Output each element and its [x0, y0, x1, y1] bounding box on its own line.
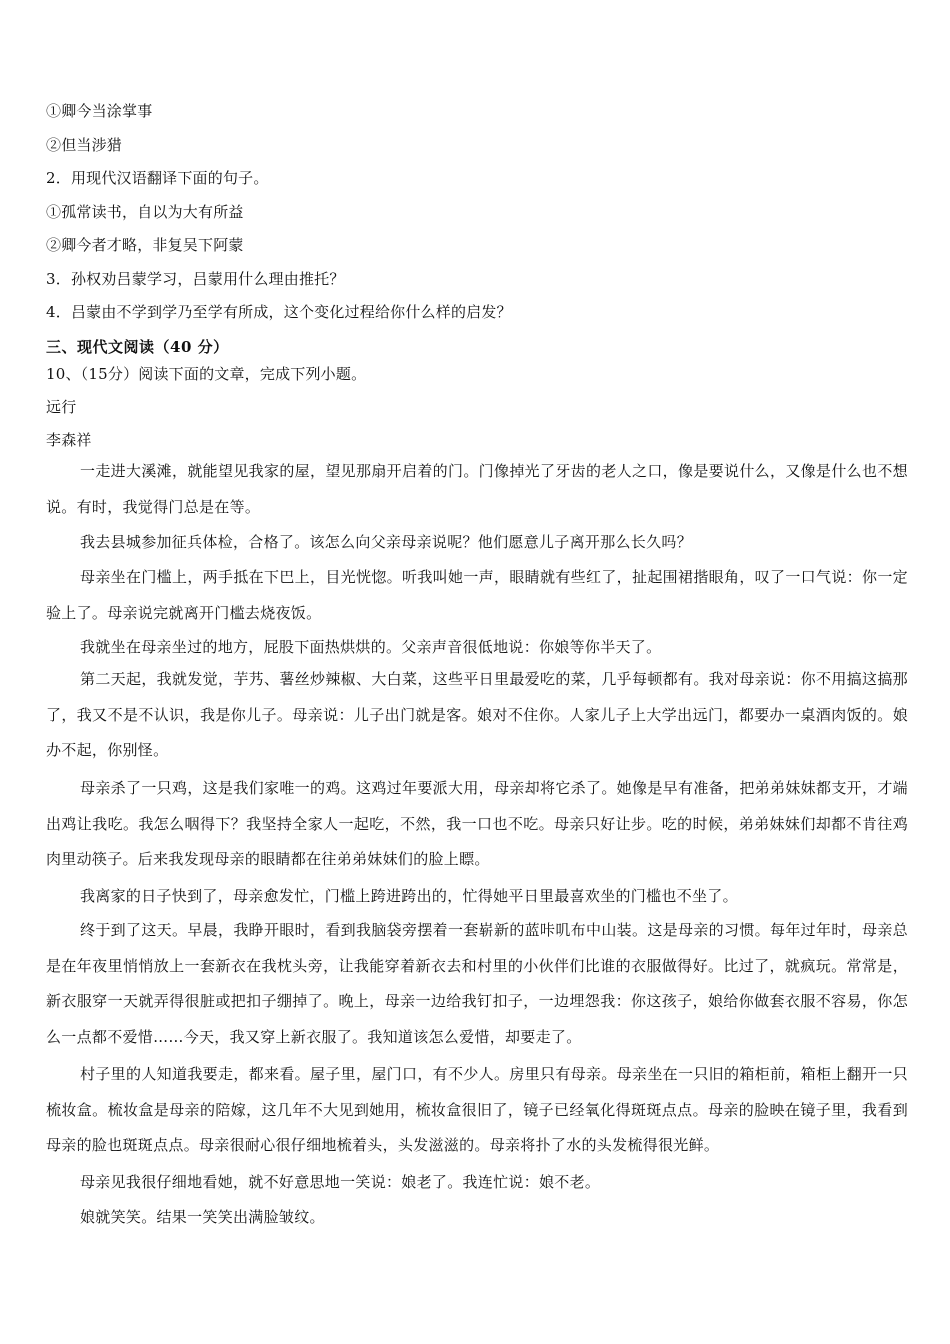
- question-1-item-1: ①卿今当涂掌事: [46, 102, 153, 120]
- article-author: 李森祥: [46, 431, 92, 449]
- article-paragraph: 村子里的人知道我要走，都来看。屋子里，屋门口，有不少人。房里只有母亲。母亲坐在一只旧的箱柜前，箱柜上翻开一只梳妆盒。梳妆盒是母亲的陪嫁，这几年不大见到她用，梳妆盒很旧了，镜子已经氧化得斑斑点点。母亲的脸映在镜子里，我看到母亲的脸也斑斑点点。母亲很耐心很仔细地梳着头，头发滋滋的。母亲将扑了水的头发梳得很光鲜。: [46, 1065, 908, 1154]
- question-1-item-2: ②但当涉猎: [46, 136, 123, 154]
- question-2: 2．用现代汉语翻译下面的句子。: [46, 169, 269, 187]
- article-paragraph: 娘就笑笑。结果一笑笑出满脸皱纹。: [80, 1208, 325, 1226]
- question-3: 3．孙权劝吕蒙学习，吕蒙用什么理由推托？: [46, 270, 345, 288]
- article-title: 远行: [46, 398, 77, 416]
- question-2-item-2: ②卿今者才略，非复吴下阿蒙: [46, 236, 244, 254]
- article-paragraph: 母亲杀了一只鸡，这是我们家唯一的鸡。这鸡过年要派大用，母亲却将它杀了。她像是早有准备，把弟弟妹妹都支开，才端出鸡让我吃。我怎么咽得下？我坚持全家人一起吃，不然，我一口也不吃。母亲只好让步。吃的时候，弟弟妹妹们却都不肯往鸡肉里动筷子。后来我发现母亲的眼睛都在往弟弟妹妹们的脸上瞟。: [46, 779, 908, 868]
- article-paragraph: 我去县城参加征兵体检，合格了。该怎么向父亲母亲说呢？他们愿意儿子离开那么长久吗？: [80, 533, 693, 551]
- article-paragraph: 我就坐在母亲坐过的地方，屁股下面热烘烘的。父亲声音很低地说：你娘等你半天了。: [80, 638, 662, 656]
- section-instruction: 10、（15分）阅读下面的文章，完成下列小题。: [46, 365, 367, 383]
- section-heading: 三、现代文阅读（40 分）: [46, 338, 229, 356]
- question-4: 4．吕蒙由不学到学乃至学有所成，这个变化过程给你什么样的启发？: [46, 303, 512, 321]
- article-paragraph: 我离家的日子快到了，母亲愈发忙，门槛上跨进跨出的，忙得她平日里最喜欢坐的门槛也不坐了。: [80, 887, 738, 905]
- article-paragraph: 母亲见我很仔细地看她，就不好意思地一笑说：娘老了。我连忙说：娘不老。: [80, 1173, 601, 1191]
- question-2-item-1: ①孤常读书，自以为大有所益: [46, 203, 244, 221]
- article-paragraph: 母亲坐在门槛上，两手抵在下巴上，目光恍惚。听我叫她一声，眼睛就有些红了，扯起围裙揩眼角，叹了一口气说：你一定验上了。母亲说完就离开门槛去烧夜饭。: [46, 568, 908, 622]
- article-paragraph: 一走进大溪滩，就能望见我家的屋，望见那扇开启着的门。门像掉光了牙齿的老人之口，像是要说什么，又像是什么也不想说。有时，我觉得门总是在等。: [46, 462, 908, 516]
- article-paragraph: 终于到了这天。早晨，我睁开眼时，看到我脑袋旁摆着一套崭新的蓝咔叽布中山装。这是母亲的习惯。每年过年时，母亲总是在年夜里悄悄放上一套新衣在我枕头旁，让我能穿着新衣去和村里的小伙伴们比谁的衣服做得好。比过了，就疯玩。常常是，新衣服穿一天就弄得很脏或把扣子绷掉了。晚上，母亲一边给我钉扣子，一边埋怨我：你这孩子，娘给你做套衣服不容易，你怎么一点都不爱惜……今天，我又穿上新衣服了。我知道该怎么爱惜，却要走了。: [46, 921, 908, 1046]
- article-paragraph: 第二天起，我就发觉，芋艿、薯丝炒辣椒、大白菜，这些平日里最爱吃的菜，几乎每顿都有。我对母亲说：你不用搞这搞那了，我又不是不认识，我是你儿子。母亲说：儿子出门就是客。娘对不住你。人家儿子上大学出远门，都要办一桌酒肉饭的。娘办不起，你别怪。: [46, 670, 908, 759]
